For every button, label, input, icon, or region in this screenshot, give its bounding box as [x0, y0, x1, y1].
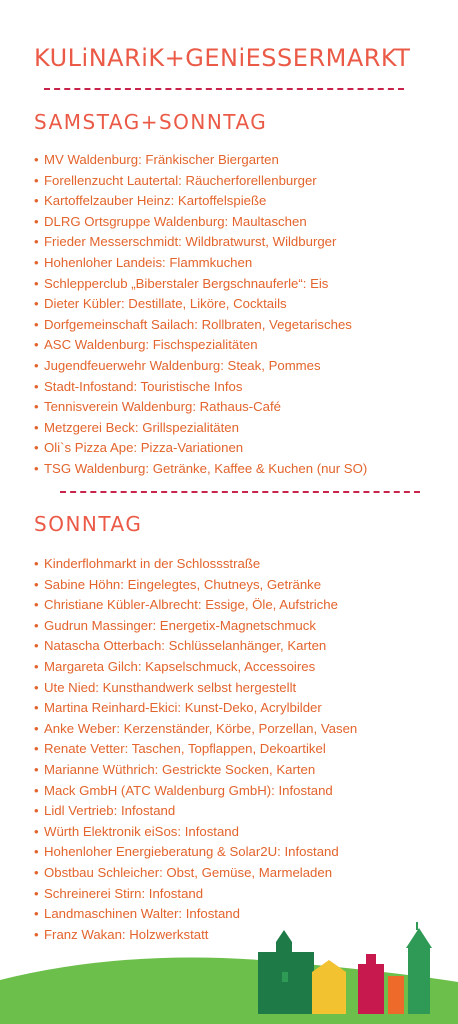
bullet-icon: •: [34, 399, 39, 415]
sunday-vendor-list: [34, 554, 454, 945]
bullet-icon: •: [34, 378, 39, 394]
vendor-text: Christiane Kübler-Albrecht: Essige, Öle, Aufstriche: [44, 597, 338, 613]
section-divider: [60, 491, 420, 493]
bullet-icon: •: [34, 803, 39, 819]
vendor-list-item: [34, 698, 454, 719]
saturday-section-title: SAMSTAG+SONNTAG: [34, 110, 268, 134]
town-skyline-illustration: [0, 920, 458, 1024]
vendor-list-item: [34, 575, 454, 596]
vendor-text: Marianne Wüthrich: Gestrickte Socken, Karten: [44, 761, 316, 777]
tower-icon: [406, 922, 432, 1014]
vendor-list-item: [34, 554, 454, 575]
vendor-list-item: [34, 636, 454, 657]
bullet-icon: •: [34, 844, 39, 860]
sunday-section-title: SONNTAG: [34, 512, 143, 536]
vendor-list-item: [34, 842, 454, 863]
bullet-icon: •: [34, 617, 39, 633]
bullet-icon: •: [34, 316, 39, 332]
vendor-list-item: [34, 781, 454, 802]
vendor-text: Sabine Höhn: Eingelegtes, Chutneys, Getränke: [44, 576, 322, 592]
vendor-text: Metzgerei Beck: Grillspezialitäten: [44, 419, 239, 435]
bullet-icon: •: [34, 440, 39, 456]
bullet-icon: •: [34, 720, 39, 736]
vendor-list-item: [34, 356, 454, 377]
vendor-list-item: [34, 418, 454, 439]
vendor-text: Anke Weber: Kerzenständer, Körbe, Porzellan, Vasen: [44, 720, 358, 736]
bullet-icon: •: [34, 679, 39, 695]
bullet-icon: •: [34, 556, 39, 571]
bullet-icon: •: [34, 193, 39, 209]
vendor-list-item: [34, 274, 454, 295]
bullet-icon: •: [34, 761, 39, 777]
vendor-list-item: [34, 232, 454, 253]
magenta-house-icon: [358, 954, 384, 1014]
vendor-text: TSG Waldenburg: Getränke, Kaffee & Kuchen (nur SO): [44, 460, 368, 476]
vendor-list-item: [34, 191, 454, 212]
bullet-icon: •: [34, 254, 39, 270]
bullet-icon: •: [34, 213, 39, 229]
vendor-list-item: [34, 760, 454, 781]
vendor-text: Landmaschinen Walter: Infostand: [44, 906, 240, 922]
vendor-text: Margareta Gilch: Kapselschmuck, Accessoires: [44, 658, 316, 674]
vendor-list-item: [34, 719, 454, 740]
vendor-text: Obstbau Schleicher: Obst, Gemüse, Marmeladen: [44, 864, 333, 880]
vendor-list-item: [34, 739, 454, 760]
vendor-text: Lidl Vertrieb: Infostand: [44, 803, 176, 819]
vendor-text: Ute Nied: Kunsthandwerk selbst hergestellt: [44, 679, 297, 695]
vendor-list-item: [34, 459, 454, 480]
vendor-text: Schlepperclub „Biberstaler Bergschnauferle“: Eis: [44, 275, 329, 291]
bullet-icon: •: [34, 296, 39, 312]
bullet-icon: •: [34, 782, 39, 798]
title-divider: [44, 88, 404, 90]
vendor-text: Gudrun Massinger: Energetix-Magnetschmuck: [44, 617, 316, 633]
bullet-icon: •: [34, 906, 39, 922]
vendor-text: Natascha Otterbach: Schlüsselanhänger, Karten: [44, 638, 327, 654]
vendor-list-item: [34, 150, 454, 171]
vendor-list-item: [34, 253, 454, 274]
orange-house-icon: [388, 976, 404, 1014]
vendor-list-item: [34, 616, 454, 637]
vendor-text: Kartoffelzauber Heinz: Kartoffelspieße: [44, 193, 267, 209]
bullet-icon: •: [34, 460, 39, 476]
vendor-text: Dorfgemeinschaft Sailach: Rollbraten, Vegetarisches: [44, 316, 352, 332]
bullet-icon: •: [34, 576, 39, 592]
vendor-text: Tennisverein Waldenburg: Rathaus-Café: [44, 399, 282, 415]
vendor-text: MV Waldenburg: Fränkischer Biergarten: [44, 152, 279, 167]
vendor-list-item: [34, 212, 454, 233]
vendor-text: Hohenloher Energieberatung & Solar2U: Infostand: [44, 844, 339, 860]
vendor-text: Frieder Messerschmidt: Wildbratwurst, Wildburger: [44, 234, 337, 250]
bullet-icon: •: [34, 700, 39, 716]
vendor-text: Jugendfeuerwehr Waldenburg: Steak, Pommes: [44, 357, 321, 373]
vendor-text: ASC Waldenburg: Fischspezialitäten: [44, 337, 258, 353]
bullet-icon: •: [34, 419, 39, 435]
bullet-icon: •: [34, 864, 39, 880]
vendor-list-item: [34, 171, 454, 192]
vendor-list-item: [34, 678, 454, 699]
bullet-icon: •: [34, 597, 39, 613]
bullet-icon: •: [34, 658, 39, 674]
vendor-text: Oli`s Pizza Ape: Pizza-Variationen: [44, 440, 244, 456]
bullet-icon: •: [34, 741, 39, 757]
bullet-icon: •: [34, 357, 39, 373]
vendor-list-item: [34, 657, 454, 678]
vendor-list-item: [34, 315, 454, 336]
bullet-icon: •: [34, 638, 39, 654]
vendor-list-item: [34, 335, 454, 356]
castle-building-icon: [258, 930, 314, 1014]
vendor-text: Mack GmbH (ATC Waldenburg GmbH): Infostand: [44, 782, 333, 798]
bullet-icon: •: [34, 172, 39, 188]
vendor-text: DLRG Ortsgruppe Waldenburg: Maultaschen: [44, 213, 307, 229]
vendor-list-item: [34, 438, 454, 459]
bullet-icon: •: [34, 926, 39, 942]
bullet-icon: •: [34, 275, 39, 291]
bullet-icon: •: [34, 337, 39, 353]
saturday-vendor-list: [34, 150, 454, 480]
bullet-icon: •: [34, 823, 39, 839]
vendor-text: Kinderflohmarkt in der Schlossstraße: [44, 556, 261, 571]
vendor-text: Hohenloher Landeis: Flammkuchen: [44, 254, 253, 270]
vendor-text: Schreinerei Stirn: Infostand: [44, 885, 204, 901]
vendor-list-item: [34, 822, 454, 843]
vendor-list-item: [34, 884, 454, 905]
vendor-list-item: [34, 397, 454, 418]
vendor-text: Martina Reinhard-Ekici: Kunst-Deko, Acrylbilder: [44, 700, 322, 716]
vendor-list-item: [34, 595, 454, 616]
bullet-icon: •: [34, 234, 39, 250]
vendor-text: Dieter Kübler: Destillate, Liköre, Cocktails: [44, 296, 287, 312]
vendor-text: Würth Elektronik eiSos: Infostand: [44, 823, 239, 839]
vendor-text: Renate Vetter: Taschen, Topflappen, Dekoartikel: [44, 741, 326, 757]
vendor-list-item: [34, 377, 454, 398]
main-title: KULiNARiK+GENiESSERMARKT: [34, 44, 411, 72]
bullet-icon: •: [34, 152, 39, 167]
vendor-list-item: [34, 294, 454, 315]
vendor-text: Stadt-Infostand: Touristische Infos: [44, 378, 243, 394]
bullet-icon: •: [34, 885, 39, 901]
vendor-text: Franz Wakan: Holzwerkstatt: [44, 926, 209, 942]
vendor-list-item: [34, 801, 454, 822]
vendor-text: Forellenzucht Lautertal: Räucherforellenburger: [44, 172, 317, 188]
vendor-list-item: [34, 863, 454, 884]
